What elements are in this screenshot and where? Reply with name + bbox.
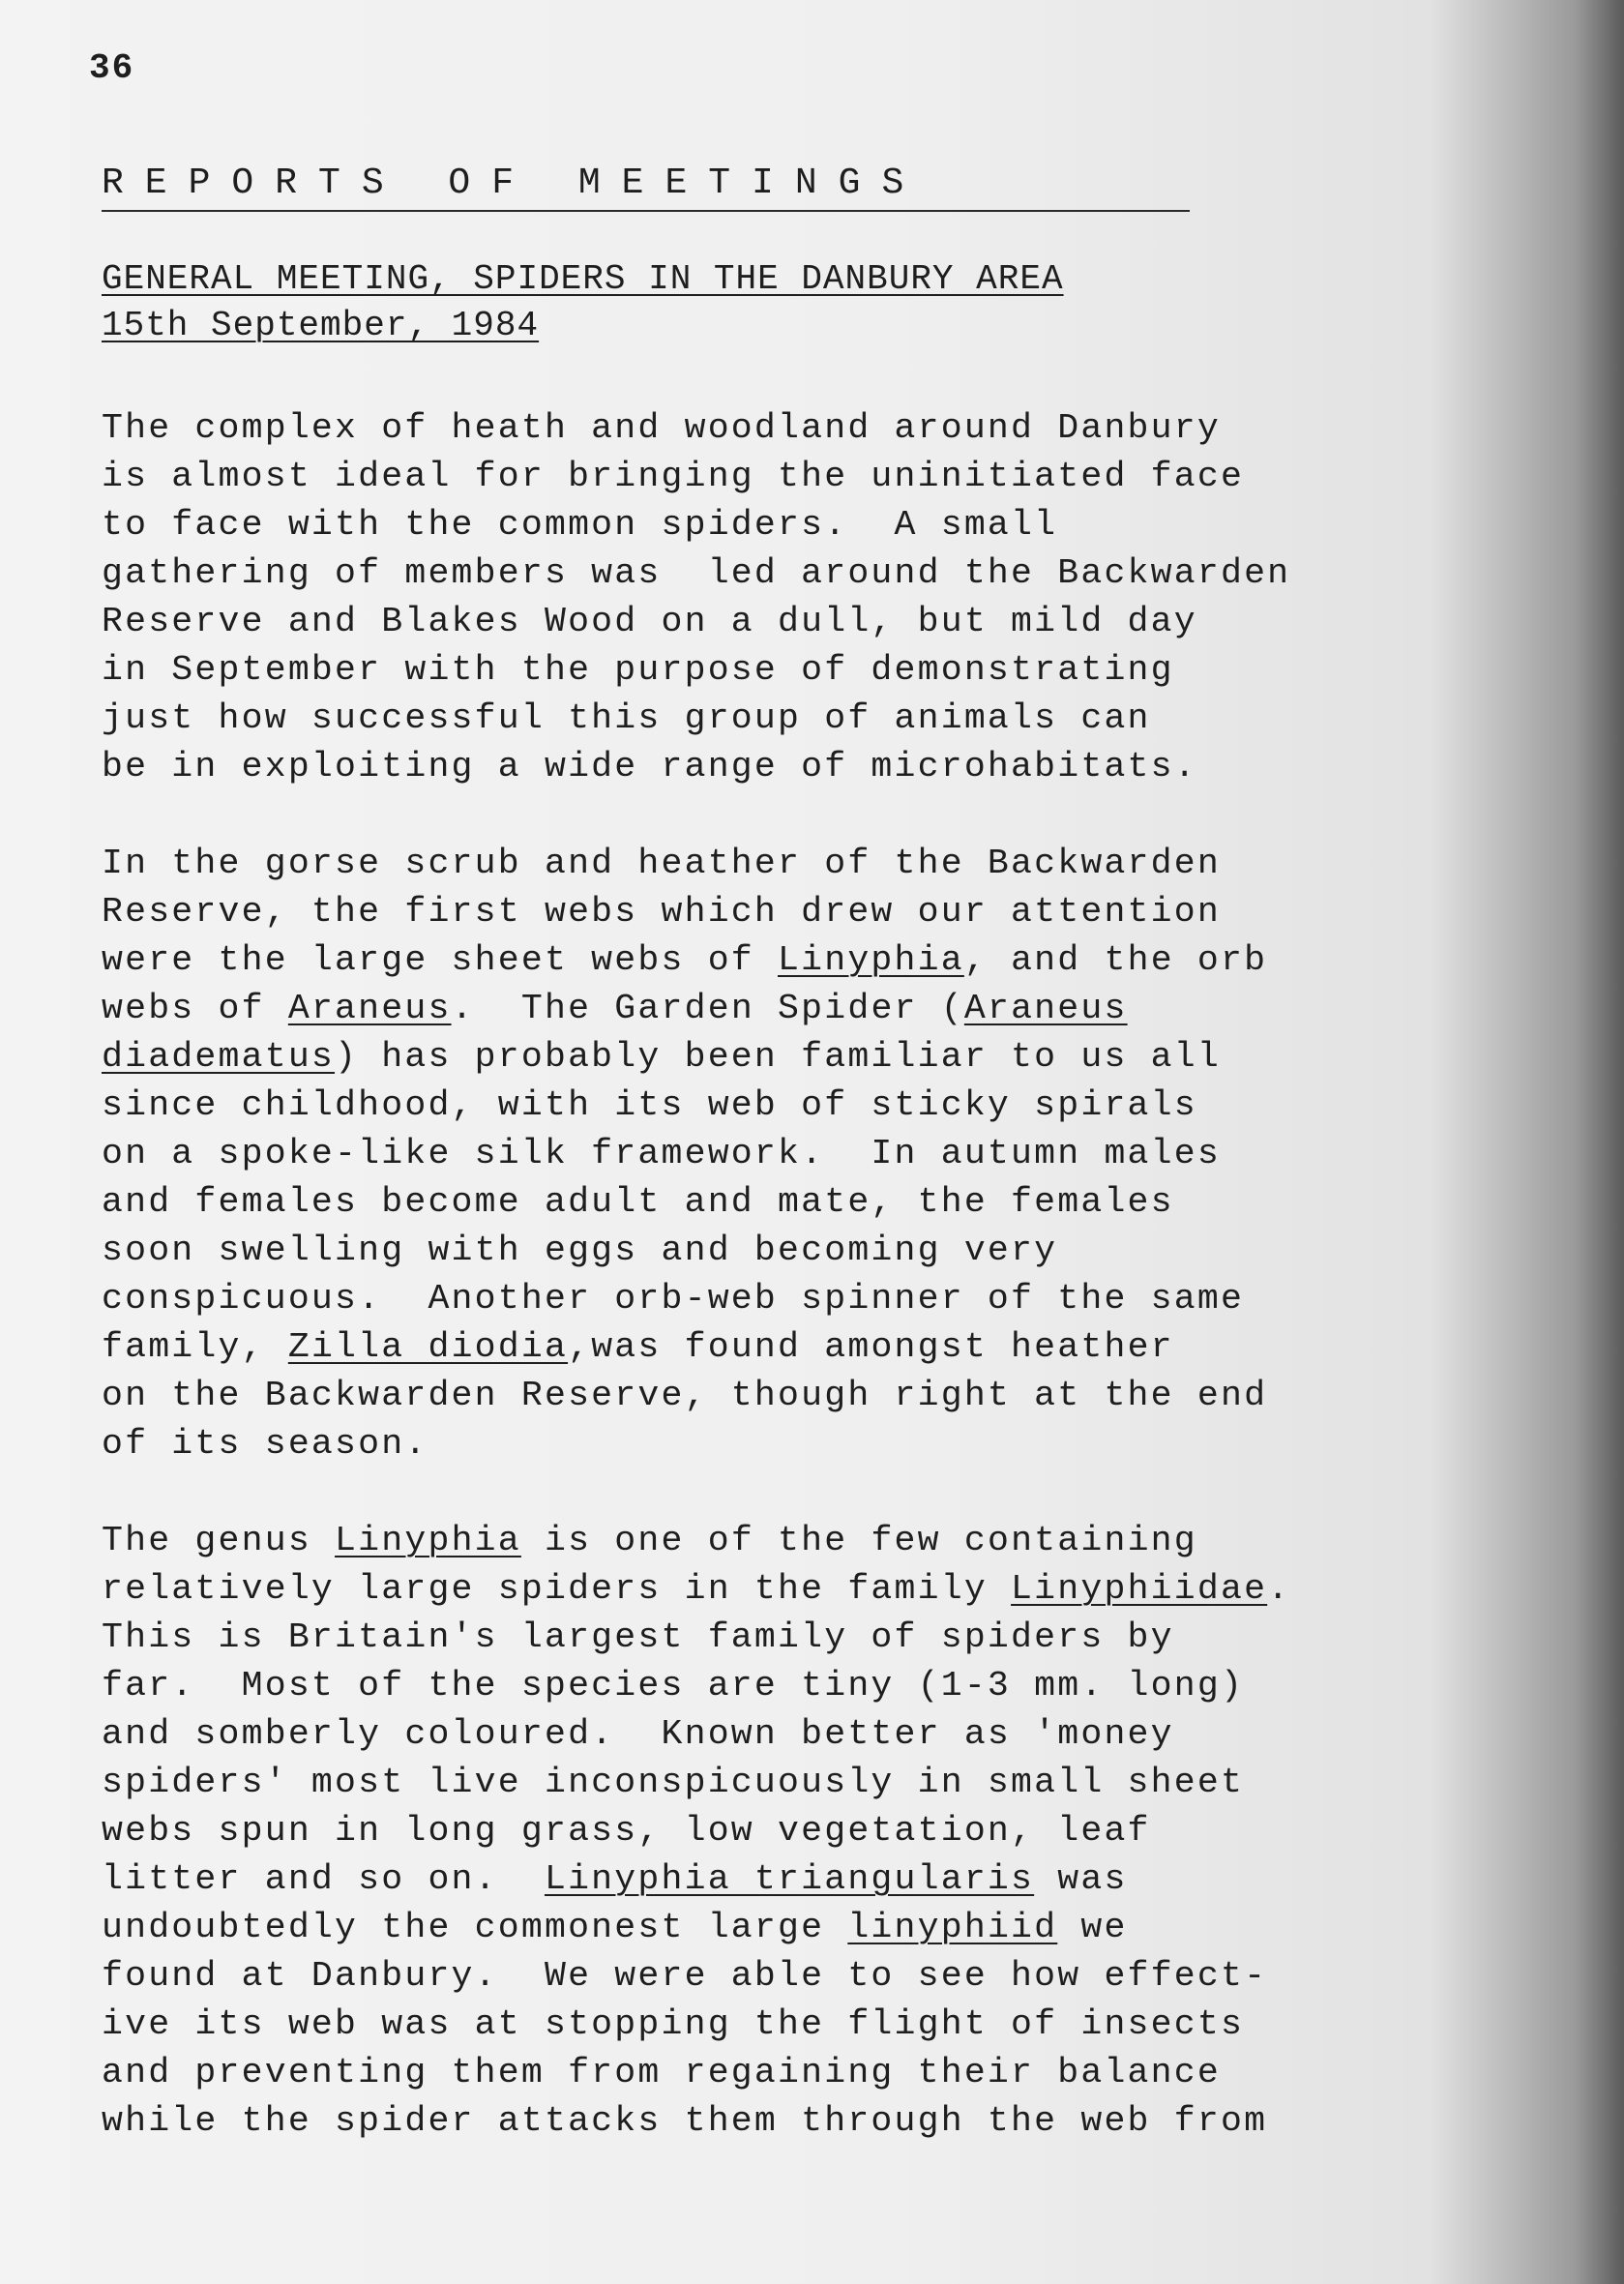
text-segment: The complex of heath and woodland around Danbury (102, 408, 1221, 448)
text-segment: , and the orb (963, 940, 1268, 980)
text-line (102, 695, 1610, 743)
text-segment: relatively large spiders in the family (102, 1569, 1012, 1609)
text-segment: webs spun in long grass, low vegetation, leaf (102, 1811, 1151, 1851)
species-name: Zilla diodia (287, 1327, 569, 1367)
text-segment: and somberly coloured. Known better as 'money (102, 1714, 1174, 1754)
text-segment: since childhood, with its web of sticky spirals (102, 1085, 1197, 1125)
text-line (102, 985, 1610, 1033)
text-segment: webs of (102, 989, 288, 1028)
text-segment: . The Garden Spider ( (451, 989, 964, 1028)
text-line (102, 1904, 1610, 1952)
section-heading: REPORTS OF MEETINGS (102, 163, 926, 204)
paragraph (102, 404, 1610, 791)
text-segment: and females become adult and mate, the females (102, 1182, 1174, 1222)
text-segment: were the large sheet webs of (102, 940, 779, 980)
text-line (102, 1614, 1610, 1662)
section-heading-rule (102, 210, 1190, 212)
text-segment: to face with the common spiders. A small (102, 505, 1058, 545)
text-line (102, 1275, 1610, 1323)
text-line (102, 1952, 1610, 2001)
text-line (102, 549, 1610, 598)
text-line (102, 1517, 1610, 1565)
text-segment: is almost ideal for bringing the uninitiated face (102, 457, 1245, 496)
text-segment: be in exploiting a wide range of microhabitats. (102, 747, 1197, 786)
text-segment: while the spider attacks them through the web from (102, 2101, 1268, 2141)
page-number: 36 (89, 48, 135, 88)
text-line (102, 2097, 1610, 2146)
text-segment: we (1057, 1908, 1128, 1947)
text-line (102, 646, 1610, 695)
species-name: Linyphia (335, 1521, 521, 1560)
text-segment: gathering of members was led around the Backwarden (102, 553, 1291, 593)
text-segment: found at Danbury. We were able to see how effect- (102, 1956, 1268, 1996)
species-name: Araneus (963, 989, 1128, 1028)
text-line (102, 840, 1610, 888)
text-line (102, 453, 1610, 501)
text-segment: ive its web was at stopping the flight of insects (102, 2004, 1245, 2044)
text-line (102, 936, 1610, 985)
species-name: diadematus (102, 1037, 336, 1077)
text-line (102, 1710, 1610, 1759)
paragraph (102, 1517, 1610, 2146)
text-line (102, 2049, 1610, 2097)
text-segment: ,was found amongst heather (568, 1327, 1174, 1367)
text-segment: litter and so on. (102, 1859, 545, 1899)
text-line (102, 1807, 1610, 1855)
text-line (102, 1662, 1610, 1710)
species-name: Linyphia triangularis (544, 1859, 1035, 1899)
text-line (102, 1565, 1610, 1614)
text-line (102, 1130, 1610, 1178)
meeting-title: GENERAL MEETING, SPIDERS IN THE DANBURY AREA (102, 259, 1064, 299)
species-name: linyphiid (847, 1908, 1058, 1947)
text-line (102, 1855, 1610, 1904)
text-line (102, 501, 1610, 549)
text-line (102, 1372, 1610, 1420)
text-line (102, 2001, 1610, 2049)
text-segment: far. Most of the species are tiny (1-3 mm. long) (102, 1666, 1245, 1706)
text-segment: In the gorse scrub and heather of the Backwarden (102, 844, 1221, 883)
text-line (102, 888, 1610, 936)
text-segment: This is Britain's largest family of spiders by (102, 1617, 1174, 1657)
text-line (102, 1420, 1610, 1468)
text-line (102, 1033, 1610, 1082)
meeting-date: 15th September, 1984 (102, 306, 540, 345)
text-line (102, 743, 1610, 791)
text-line (102, 404, 1610, 453)
text-line (102, 1178, 1610, 1227)
text-segment: spiders' most live inconspicuously in small sheet (102, 1763, 1245, 1802)
text-segment: in September with the purpose of demonstrating (102, 650, 1174, 690)
text-line (102, 1323, 1610, 1372)
text-segment: undoubtedly the commonest large (102, 1908, 848, 1947)
text-segment: conspicuous. Another orb-web spinner of the same (102, 1279, 1245, 1319)
text-line (102, 598, 1610, 646)
meeting-heading (102, 256, 1064, 349)
text-segment: soon swelling with eggs and becoming very (102, 1231, 1058, 1270)
text-segment: family, (102, 1327, 288, 1367)
report-body (102, 404, 1610, 2194)
species-name: Araneus (287, 989, 452, 1028)
paragraph (102, 840, 1610, 1468)
text-segment: . (1267, 1569, 1291, 1609)
text-segment: The genus (102, 1521, 336, 1560)
text-segment: is one of the few containing (520, 1521, 1197, 1560)
text-segment: Reserve and Blakes Wood on a dull, but mild day (102, 602, 1197, 641)
text-line (102, 1759, 1610, 1807)
text-segment: Reserve, the first webs which drew our attention (102, 892, 1221, 932)
text-segment: on a spoke-like silk framework. In autumn males (102, 1134, 1221, 1173)
text-line (102, 1227, 1610, 1275)
text-line (102, 1082, 1610, 1130)
species-name: Linyphiidae (1011, 1569, 1268, 1609)
text-segment: was (1034, 1859, 1128, 1899)
text-segment: on the Backwarden Reserve, though right at the end (102, 1376, 1268, 1415)
species-name: Linyphia (778, 940, 964, 980)
text-segment: of its season. (102, 1424, 428, 1464)
text-segment: and preventing them from regaining their balance (102, 2053, 1221, 2092)
text-segment: just how successful this group of animals can (102, 698, 1151, 738)
text-segment: ) has probably been familiar to us all (335, 1037, 1221, 1077)
